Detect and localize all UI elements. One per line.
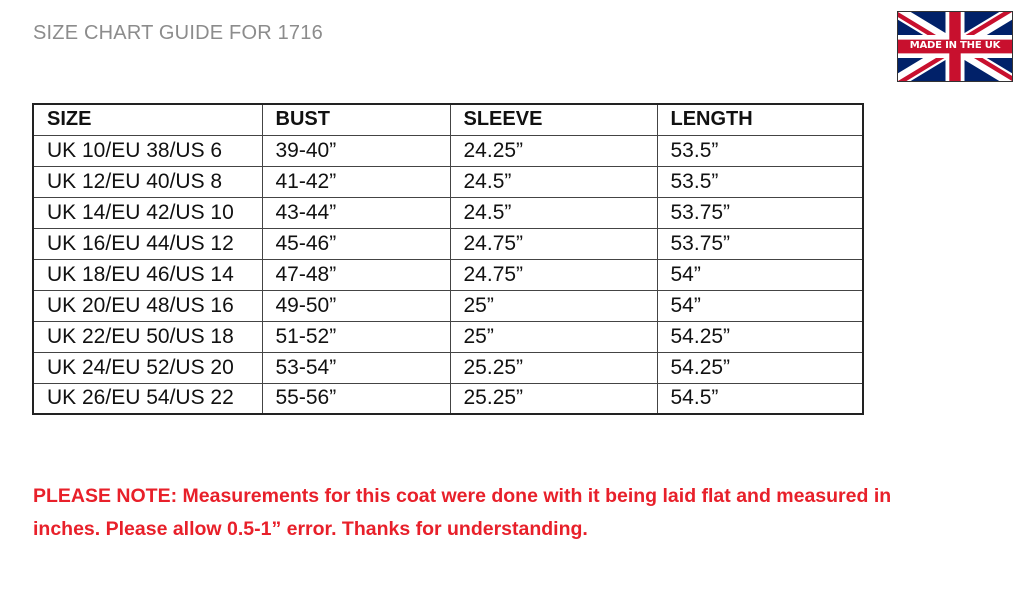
cell-size: UK 22/EU 50/US 18 (33, 321, 262, 352)
cell-bust: 53-54” (262, 352, 450, 383)
cell-length: 53.5” (657, 166, 863, 197)
table-row (33, 228, 863, 259)
table-row (33, 135, 863, 166)
cell-length: 54.25” (657, 352, 863, 383)
cell-sleeve: 24.5” (450, 197, 657, 228)
table-row (33, 166, 863, 197)
cell-length: 54” (657, 259, 863, 290)
cell-bust: 49-50” (262, 290, 450, 321)
header-sleeve: SLEEVE (450, 104, 657, 135)
cell-length: 54.5” (657, 383, 863, 414)
cell-sleeve: 24.25” (450, 135, 657, 166)
cell-bust: 47-48” (262, 259, 450, 290)
table-row (33, 259, 863, 290)
cell-size: UK 26/EU 54/US 22 (33, 383, 262, 414)
table-row (33, 197, 863, 228)
table-header-row (33, 104, 863, 135)
table-row (33, 383, 863, 414)
cell-sleeve: 24.75” (450, 259, 657, 290)
cell-bust: 41-42” (262, 166, 450, 197)
cell-size: UK 24/EU 52/US 20 (33, 352, 262, 383)
cell-bust: 51-52” (262, 321, 450, 352)
cell-size: UK 16/EU 44/US 12 (33, 228, 262, 259)
measurement-note (33, 480, 1013, 546)
cell-length: 54” (657, 290, 863, 321)
cell-sleeve: 25” (450, 321, 657, 352)
made-in-uk-label: MADE IN THE UK (909, 40, 1001, 51)
table-row (33, 290, 863, 321)
header-bust: BUST (262, 104, 450, 135)
header-length: LENGTH (657, 104, 863, 135)
cell-size: UK 18/EU 46/US 14 (33, 259, 262, 290)
size-chart-table (32, 103, 864, 415)
cell-bust: 39-40” (262, 135, 450, 166)
note-line-1: PLEASE NOTE: Measurements for this coat were done with it being laid flat and measured in (33, 485, 892, 507)
cell-bust: 43-44” (262, 197, 450, 228)
cell-length: 53.75” (657, 228, 863, 259)
cell-sleeve: 24.75” (450, 228, 657, 259)
cell-length: 53.5” (657, 135, 863, 166)
cell-sleeve: 25.25” (450, 383, 657, 414)
page-title: SIZE CHART GUIDE FOR 1716 (33, 22, 323, 44)
note-line-2: inches. Please allow 0.5-1” error. Thanks for understanding. (33, 518, 588, 540)
cell-bust: 45-46” (262, 228, 450, 259)
cell-length: 54.25” (657, 321, 863, 352)
cell-size: UK 12/EU 40/US 8 (33, 166, 262, 197)
cell-length: 53.75” (657, 197, 863, 228)
made-in-uk-badge (897, 11, 1013, 82)
table-row (33, 321, 863, 352)
cell-bust: 55-56” (262, 383, 450, 414)
cell-sleeve: 25” (450, 290, 657, 321)
header-size: SIZE (33, 104, 262, 135)
cell-sleeve: 24.5” (450, 166, 657, 197)
cell-size: UK 20/EU 48/US 16 (33, 290, 262, 321)
cell-sleeve: 25.25” (450, 352, 657, 383)
table-row (33, 352, 863, 383)
cell-size: UK 10/EU 38/US 6 (33, 135, 262, 166)
cell-size: UK 14/EU 42/US 10 (33, 197, 262, 228)
